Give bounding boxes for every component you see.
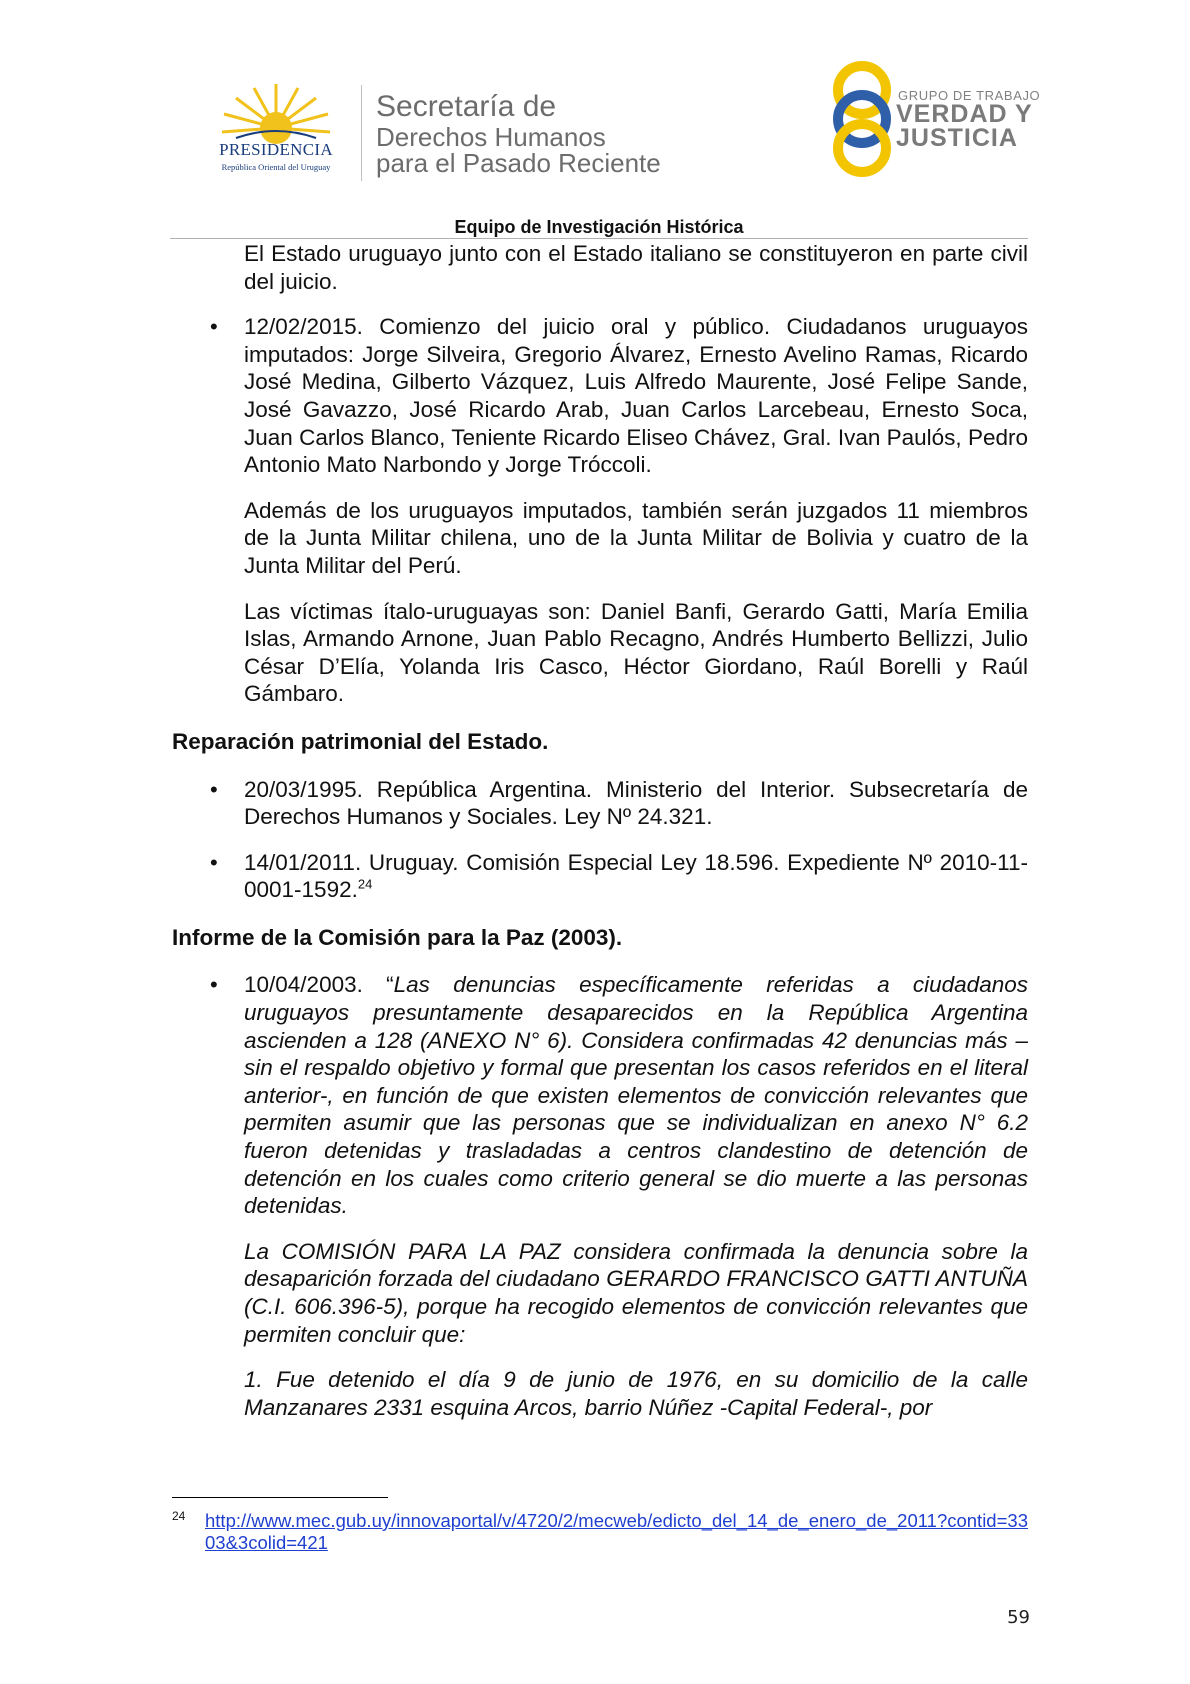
secretaria-line-2: Derechos Humanos	[376, 122, 606, 152]
list-item-text	[244, 971, 1028, 1219]
rings-icon	[820, 56, 904, 182]
justicia-label: JUSTICIA	[896, 124, 1018, 152]
list-item	[172, 849, 1028, 904]
presidencia-subtitle: República Oriental del Uruguay	[221, 162, 331, 172]
page-number: 59	[1007, 1607, 1030, 1628]
quote-text: La COMISIÓN PARA LA PAZ considera confirmada la denuncia sobre la desaparición forzada del ciudadano GERARDO FRANCISCO GATTI ANTUÑA (C.I. 606.396-5), porque ha recogido elementos de convicción relevantes que permiten concluir que:	[244, 1238, 1028, 1347]
bullet-icon: •	[210, 776, 218, 802]
section-heading: Reparación patrimonial del Estado.	[172, 728, 549, 754]
footnote-link[interactable]: http://www.mec.gub.uy/innovaportal/v/4720/2/mecweb/edicto_del_14_de_enero_de_2011?contid=3303&3colid=421	[205, 1510, 1028, 1553]
grupo-label: GRUPO DE TRABAJO	[898, 88, 1041, 103]
secretaria-line-3: para el Pasado Reciente	[376, 148, 661, 178]
quote-text: 1. Fue detenido el día 9 de junio de 1976, en su domicilio de la calle Manzanares 2331 esquina Arcos, barrio Núñez -Capital Federal-, por	[244, 1367, 1028, 1420]
list-item-text: 12/02/2015. Comienzo del juicio oral y público. Ciudadanos uruguayos imputados: Jorge Silveira, Gregorio Álvarez, Ernesto Avelino Ramas, Ricardo José Medina, Gilberto Vázquez, Luis Alfredo Maurente, José Felipe Sande, José Gavazzo, José Ricardo Arab, Juan Carlos Larcebeau, Ernesto Soca, Juan Carlos Blanco, Teniente Ricardo Eliseo Chávez, Gral. Ivan Paulós, Pedro Antonio Mato Narbondo y Jorge Tróccoli.	[244, 314, 1028, 478]
quote-date: 10/04/2003. “	[244, 972, 394, 998]
footnote-divider	[172, 1497, 388, 1498]
paragraph: Además de los uruguayos imputados, también serán juzgados 11 miembros de la Junta Militar chilena, uno de la Junta Militar de Bolivia y cuatro de la Junta Militar del Perú.	[244, 497, 1028, 578]
paragraph: Las víctimas ítalo-uruguayas son: Daniel Banfi, Gerardo Gatti, María Emilia Islas, Armando Arnone, Juan Pablo Recagno, Andrés Humberto Bellizzi, Julio César D’Elía, Yolanda Iris Casco, Héctor Giordano, Raúl Borelli y Raúl Gámbaro.	[244, 598, 1028, 707]
footnote-number: 24	[172, 1509, 186, 1523]
verdad-label: VERDAD Y	[896, 100, 1033, 128]
paragraph	[244, 1366, 1028, 1421]
footnote-ref[interactable]: 24	[357, 876, 373, 892]
quote-text: Las denuncias específicamente referidas a ciudadanos uruguayos presuntamente desaparecidos en la República Argentina ascienden a 128 (ANEXO N° 6). Considera confirmadas 42 denuncias más –sin el respaldo objetivo y formal que presentan los casos referidos en el literal anterior-, en función de que existen elementos de convicción relevantes que permiten asumir que las personas que se individualizan en anexo N° 6.2 fueron detenidas y trasladadas a centros clandestino de detención de detención en los cuales como criterio general se dio muerte a las personas detenidas.	[244, 972, 1028, 1219]
presidencia-label: PRESIDENCIA	[219, 140, 333, 159]
list-item	[172, 313, 1028, 479]
document-body	[172, 240, 1028, 1421]
list-item	[172, 776, 1028, 831]
list-item-text: 20/03/1995. República Argentina. Ministerio del Interior. Subsecretaría de Derechos Humanos y Sociales. Ley Nº 24.321.	[244, 776, 1028, 830]
secretaria-line-1: Secretaría de	[376, 90, 557, 123]
logo-divider	[361, 85, 362, 181]
intro-paragraph: El Estado uruguayo junto con el Estado italiano se constituyeron en parte civil del juicio.	[244, 241, 1028, 294]
list-item-text	[244, 849, 1028, 904]
bullet-icon: •	[210, 849, 218, 875]
section-heading: Informe de la Comisión para la Paz (2003).	[172, 924, 623, 950]
header-divider	[170, 238, 1028, 239]
paragraph	[244, 1238, 1028, 1348]
list-item	[172, 971, 1028, 1219]
list-item-body: 14/01/2011. Uruguay. Comisión Especial Ley 18.596. Expediente Nº 2010-11-0001-1592.	[244, 849, 1028, 903]
page-header	[0, 0, 1190, 240]
team-title: Equipo de Investigación Histórica	[454, 217, 744, 237]
bullet-icon: •	[210, 314, 218, 340]
bullet-icon: •	[210, 972, 218, 998]
